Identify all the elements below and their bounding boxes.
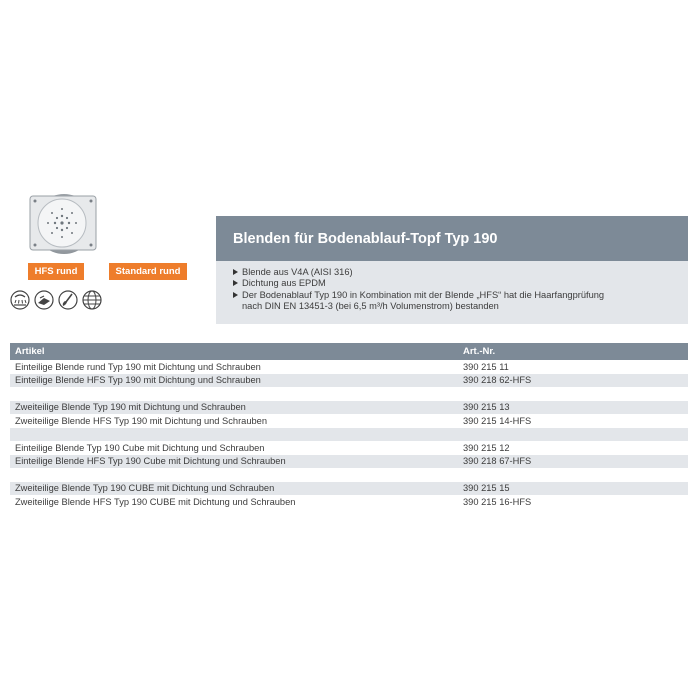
- cell-art-nr: 390 215 16-HFS: [463, 496, 532, 507]
- table-row: [10, 414, 688, 428]
- cell-artikel: Zweiteilige Blende Typ 190 CUBE mit Dichtung und Schrauben: [15, 483, 275, 494]
- table-header: [10, 343, 688, 360]
- table-row-spacer: [10, 468, 688, 482]
- cell-artikel: Einteilige Blende HFS Typ 190 mit Dichtung und Schrauben: [15, 375, 261, 386]
- table-row: [10, 360, 688, 374]
- bullet-item: Der Bodenablauf Typ 190 in Kombination mit der Blende „HFS“ hat die Haarfangprüfung: [233, 290, 604, 301]
- header-artikel: Artikel: [15, 346, 45, 357]
- table-row: [10, 482, 688, 496]
- cell-artikel: Einteilige Blende rund Typ 190 mit Dichtung und Schrauben: [15, 361, 261, 372]
- cell-art-nr: 390 215 13: [463, 402, 510, 413]
- cell-artikel: Einteilige Blende Typ 190 Cube mit Dichtung und Schrauben: [15, 442, 265, 453]
- cell-art-nr: 390 218 67-HFS: [463, 456, 532, 467]
- feature-icon-row: [10, 290, 102, 310]
- table-row: [10, 495, 688, 509]
- product-image: [22, 192, 100, 254]
- hfs-badge: HFS rund: [28, 263, 84, 280]
- brush-icon: [58, 290, 78, 310]
- article-table: [10, 343, 688, 509]
- floor-tile-icon: [34, 290, 54, 310]
- table-row: [10, 441, 688, 455]
- cell-artikel: Zweiteilige Blende Typ 190 mit Dichtung und Schrauben: [15, 402, 246, 413]
- cell-artikel: Zweiteilige Blende HFS Typ 190 mit Dichtung und Schrauben: [15, 415, 268, 426]
- header-art-nr: Art.-Nr.: [463, 346, 496, 357]
- table-row-spacer: [10, 387, 688, 401]
- cell-art-nr: 390 215 15: [463, 483, 510, 494]
- bullet-item: Dichtung aus EPDM: [233, 278, 604, 289]
- table-row: [10, 401, 688, 415]
- cell-art-nr: 390 218 62-HFS: [463, 375, 532, 386]
- shower-icon: [10, 290, 30, 310]
- panel-title: Blenden für Bodenablauf-Topf Typ 190: [216, 216, 688, 261]
- table-row: [10, 374, 688, 388]
- table-row-spacer: [10, 428, 688, 442]
- cell-art-nr: 390 215 12: [463, 442, 510, 453]
- cell-art-nr: 390 215 11: [463, 361, 509, 372]
- cell-artikel: Zweiteilige Blende HFS Typ 190 CUBE mit Dichtung und Schrauben: [15, 496, 296, 507]
- bullet-item-continuation: nach DIN EN 13451-3 (bei 6,5 m³/h Volumenstrom) bestanden: [242, 300, 499, 311]
- cell-art-nr: 390 215 14-HFS: [463, 415, 532, 426]
- cell-artikel: Einteilige Blende HFS Typ 190 Cube mit Dichtung und Schrauben: [15, 456, 286, 467]
- globe-icon: [82, 290, 102, 310]
- table-row: [10, 455, 688, 469]
- feature-bullet-list: [233, 267, 604, 312]
- standard-badge: Standard rund: [109, 263, 187, 280]
- bullet-item: Blende aus V4A (AISI 316): [233, 267, 604, 278]
- info-panel: [216, 216, 688, 324]
